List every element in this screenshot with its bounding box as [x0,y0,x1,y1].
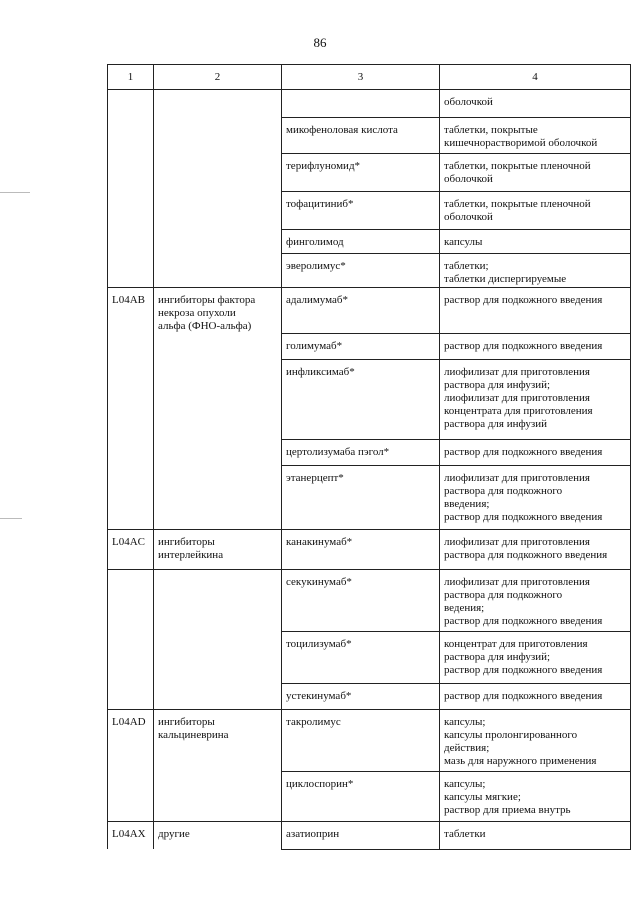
column-header: 4 [440,65,631,90]
cell-drug-name [282,90,440,118]
cell-atc-code [108,118,154,154]
cell-drug-name: такролимус [282,709,440,771]
cell-atc-code [108,631,154,683]
table-row [108,569,631,631]
cell-dosage-form: концентрат для приготовления раствора для инфузий; раствор для подкожного введения [440,631,631,683]
cell-drug-name: адалимумаб* [282,288,440,334]
table-row [108,154,631,192]
cell-dosage-form: раствор для подкожного введения [440,683,631,709]
table-row [108,439,631,465]
table-row [108,465,631,529]
cell-atc-code [108,154,154,192]
table-body [108,90,631,850]
cell-drug-name: эверолимус* [282,254,440,288]
cell-drug-name: тоцилизумаб* [282,631,440,683]
cell-drug-name: цертолизумаба пэгол* [282,439,440,465]
table-row [108,192,631,230]
cell-drug-name: циклоспорин* [282,771,440,821]
cell-group-name [154,771,282,821]
cell-group-name [154,465,282,529]
cell-drug-name: микофеноловая кислота [282,118,440,154]
table-row [108,118,631,154]
table-row [108,771,631,821]
cell-dosage-form: таблетки, покрытые кишечнорастворимой оболочкой [440,118,631,154]
cell-dosage-form: лиофилизат для приготовления раствора для подкожного ведения; раствор для подкожного введения [440,569,631,631]
column-header: 3 [282,65,440,90]
cell-drug-name: инфликсимаб* [282,359,440,439]
cell-drug-name: финголимод [282,230,440,254]
cell-drug-name: канакинумаб* [282,529,440,569]
cell-dosage-form: капсулы; капсулы мягкие; раствор для приема внутрь [440,771,631,821]
cell-drug-name: голимумаб* [282,333,440,359]
cell-drug-name: устекинумаб* [282,683,440,709]
cell-group-name [154,90,282,118]
cell-dosage-form: раствор для подкожного введения [440,333,631,359]
cell-atc-code [108,359,154,439]
table-row [108,683,631,709]
table-row [108,359,631,439]
table-row [108,821,631,849]
cell-dosage-form: лиофилизат для приготовления раствора для инфузий; лиофилизат для приготовления концентрата для приготовления раствора для инфузий [440,359,631,439]
cell-group-name [154,254,282,288]
column-header: 1 [108,65,154,90]
table-row [108,631,631,683]
cell-dosage-form: капсулы [440,230,631,254]
table-row [108,254,631,288]
cell-group-name: ингибиторы интерлейкина [154,529,282,569]
drug-table [107,64,631,850]
cell-group-name: другие [154,821,282,849]
table-row [108,90,631,118]
table-row [108,230,631,254]
cell-group-name [154,683,282,709]
cell-dosage-form: раствор для подкожного введения [440,439,631,465]
cell-atc-code [108,230,154,254]
page-number: 86 [313,35,327,50]
cell-group-name: ингибиторы фактора некроза опухоли альфа (ФНО-альфа) [154,288,282,334]
cell-atc-code [108,439,154,465]
cell-atc-code [108,569,154,631]
cell-drug-name: секукинумаб* [282,569,440,631]
cell-atc-code [108,192,154,230]
cell-drug-name: азатиоприн [282,821,440,849]
cell-group-name [154,118,282,154]
cell-atc-code: L04AX [108,821,154,849]
cell-dosage-form: оболочкой [440,90,631,118]
table-row [108,529,631,569]
cell-group-name [154,230,282,254]
column-header: 2 [154,65,282,90]
cell-dosage-form: лиофилизат для приготовления раствора для подкожного введения [440,529,631,569]
cell-dosage-form: таблетки, покрытые пленочной оболочкой [440,154,631,192]
cell-group-name [154,192,282,230]
cell-dosage-form: таблетки; таблетки диспергируемые [440,254,631,288]
cell-atc-code [108,333,154,359]
cell-drug-name: тофацитиниб* [282,192,440,230]
table-row [108,288,631,334]
cell-atc-code: L04AC [108,529,154,569]
table-row [108,709,631,771]
cell-dosage-form: капсулы; капсулы пролонгированного действия; мазь для наружного применения [440,709,631,771]
cell-group-name [154,154,282,192]
table-row [108,333,631,359]
cell-group-name: ингибиторы кальциневрина [154,709,282,771]
cell-atc-code: L04AD [108,709,154,771]
cell-group-name [154,359,282,439]
cell-group-name [154,439,282,465]
scan-artifact [0,192,30,193]
cell-drug-name: этанерцепт* [282,465,440,529]
table-header-row [108,65,631,90]
cell-drug-name: терифлуномид* [282,154,440,192]
cell-dosage-form: лиофилизат для приготовления раствора для подкожного введения; раствор для подкожного введения [440,465,631,529]
scan-artifact [0,518,22,519]
cell-atc-code [108,683,154,709]
cell-atc-code [108,771,154,821]
cell-group-name [154,631,282,683]
cell-atc-code: L04AB [108,288,154,334]
cell-group-name [154,333,282,359]
cell-group-name [154,569,282,631]
cell-dosage-form: таблетки, покрытые пленочной оболочкой [440,192,631,230]
cell-dosage-form: раствор для подкожного введения [440,288,631,334]
cell-dosage-form: таблетки [440,821,631,849]
cell-atc-code [108,90,154,118]
cell-atc-code [108,254,154,288]
cell-atc-code [108,465,154,529]
